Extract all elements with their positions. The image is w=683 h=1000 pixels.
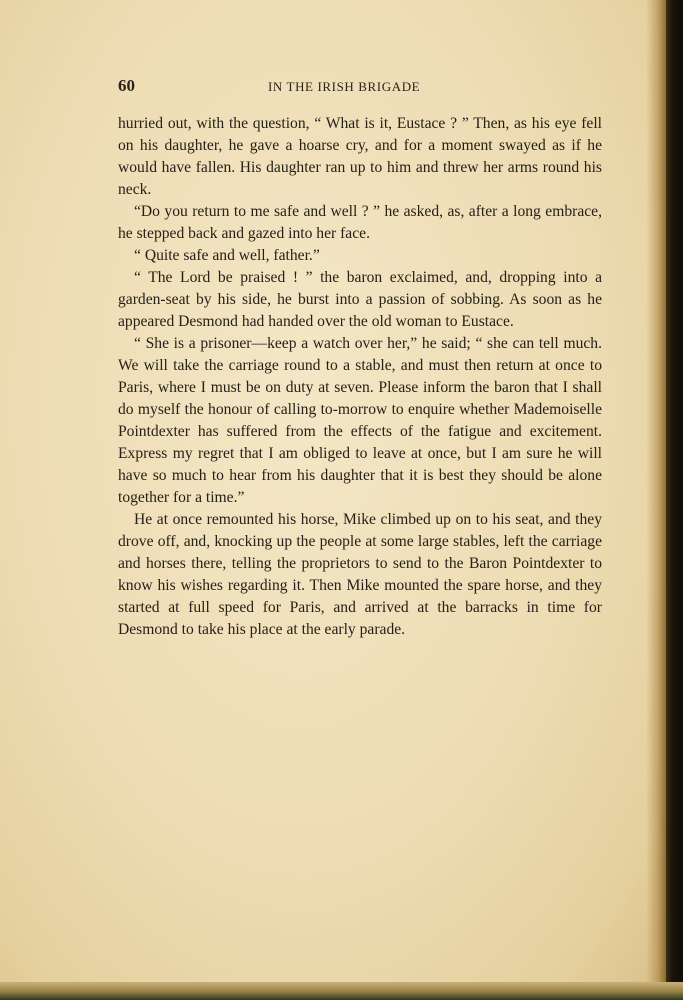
body-text [118,113,602,641]
paragraph: hurried out, with the question, “ What is it, Eustace ? ” Then, as his eye fell on his daughter, he gave a hoarse cry, and for a moment swayed as if he would have fallen. His daughter ran up to him and threw her arms round his neck. [118,115,602,198]
book-binding [666,0,683,1000]
page-bottom-edge [0,982,683,1000]
paragraph: “ Quite safe and well, father.” [134,247,320,264]
page-edge-shadow [646,0,666,1000]
paragraph: “Do you return to me safe and well ? ” he asked, as, after a long embrace, he stepped back and gazed into her face. [118,203,602,242]
running-title: IN THE IRISH BRIGADE [268,79,421,94]
paragraph: “ The Lord be praised ! ” the baron exclaimed, and, dropping into a garden-seat by his side, he burst into a passion of sobbing. As soon as he appeared Desmond had handed over the old woman to Eustace. [118,269,602,330]
page-header [118,76,602,100]
paragraph: He at once remounted his horse, Mike climbed up on to his seat, and they drove off, and, knocking up the people at some large stables, left the carriage and horses there, telling the proprietors to send to the Baron Pointdexter to know his wishes regarding it. Then Mike mounted the spare horse, and they started at full speed for Paris, and arrived at the barracks in time for Desmond to take his place at the early parade. [118,511,602,638]
page-number: 60 [118,76,135,95]
paragraph: “ She is a prisoner—keep a watch over her,” he said; “ she can tell much. We will take the carriage round to a stable, and must then return at once to Paris, where I must be on duty at seven. Please inform the baron that I shall do myself the honour of calling to-morrow to enquire whether Mademoiselle Pointdexter has suffered from the effects of the fatigue and excitement. Express my regret that I am obliged to leave at once, but I am sure he will have so much to hear from his daughter that it is best they should be alone together for a time.” [118,335,602,506]
